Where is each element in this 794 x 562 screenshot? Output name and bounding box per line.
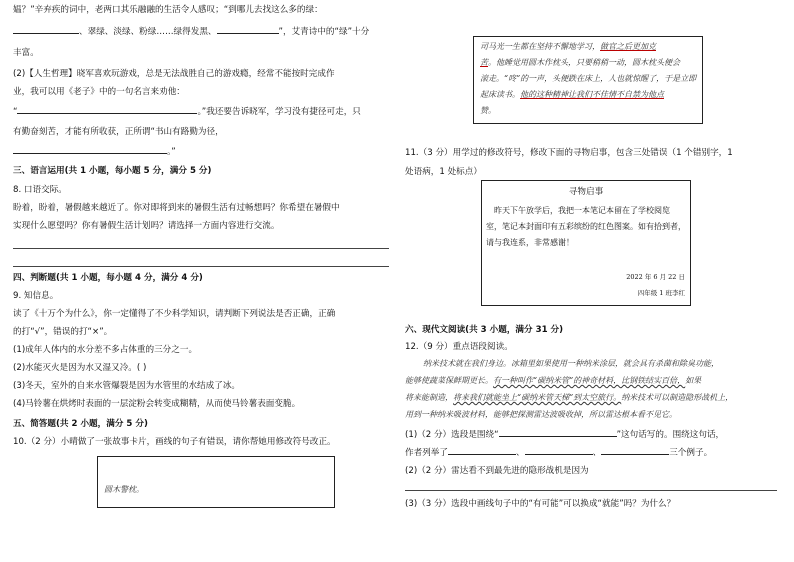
text-line: 处语病，1 处标点）	[405, 167, 482, 177]
notice-title: 寻物启事	[568, 187, 604, 197]
text-line: 。”	[13, 146, 176, 158]
passage-line: 用到一种纳米吸波材料，能够把探测雷达波吸收掉，所以雷达根本看不见它。	[405, 410, 677, 419]
text-line: 起床读书。他的这种精神让我们不佳情不自禁为他点	[480, 90, 664, 99]
passage-line: 纳米技术就在我们身边。冰箱里如果使用一种纳米涂层，就会具有杀菌和除臭功能，	[423, 359, 719, 368]
story-card	[97, 456, 335, 508]
answer-blank[interactable]	[217, 33, 279, 34]
text-line: 丰富。	[13, 48, 39, 58]
story-card-excerpt	[473, 36, 703, 124]
question-title: 12.（9 分）重点语段阅读。	[405, 342, 513, 352]
answer-line[interactable]	[405, 490, 777, 491]
section-heading: 三、语言运用(共 1 小题，每小题 5 分，满分 5 分)	[13, 166, 212, 176]
answer-blank[interactable]	[17, 113, 197, 114]
text-line: 实现什么愿望吗？你有暑假生活计划吗？请选择一方面内容进行交流。	[13, 221, 280, 231]
answer-blank[interactable]	[13, 153, 167, 154]
text-line: “ 。”我还要告诉晓军，学习没有捷径可走，只	[13, 107, 361, 117]
sub-question: 作者列举了 、 、 三个例子。	[405, 448, 713, 458]
text-line: 赞。	[480, 106, 496, 115]
lost-item-notice	[481, 180, 691, 306]
notice-line: 昨天下午放学后，我把一本笔记本留在了学校阅览	[494, 206, 670, 215]
text-line: 有勤奋刻苦，才能有所收获，正所谓“书山有路勤为径，	[13, 127, 224, 137]
passage-line: 能够使蔬菜保鲜期更长。有一种叫作“碳纳米管”的神奇材料，比钢铁结实百倍，如果	[405, 376, 702, 385]
text-line: 的打“√”，错误的打“×”。	[13, 327, 113, 337]
text-line: 、翠绿、淡绿、粉绿……绿得发黑、 ”，艾青诗中的“绿”十分	[13, 26, 369, 38]
notice-date: 2022 年 6 月 22 日	[626, 273, 685, 281]
text-line: (2)水能灭火是因为水又湿又冷。( )	[13, 363, 147, 373]
card-text: 圆木警枕。	[104, 485, 144, 494]
text-line: (3)冬天，室外的自来水管爆裂是因为水管里的水结成了冰。	[13, 381, 241, 391]
question-title: 10.（2 分）小晴做了一张故事卡片，画线的句子有错误，请你帮她用修改符号改正。	[13, 437, 336, 447]
answer-blank[interactable]	[525, 454, 593, 455]
answer-line[interactable]	[13, 248, 389, 249]
question-title: 9. 知信息。	[13, 291, 59, 301]
answer-blank[interactable]	[13, 33, 79, 34]
section-heading: 五、简答题(共 2 小题，满分 5 分)	[13, 419, 148, 429]
text-line: 业，我可以用《老子》中的一句名言来劝他：	[13, 87, 185, 97]
section-heading: 六、现代文阅读(共 3 小题，满分 31 分)	[405, 325, 564, 335]
section-heading: 四、判断题(共 1 小题，每小题 4 分，满分 4 分)	[13, 273, 203, 283]
text-line: 媪？”辛弃疾的词中，老两口其乐融融的生活令人感叹；“到哪儿去找这么多的绿：	[13, 5, 323, 15]
text-line: 司马光一生都在坚持不懈地学习，做官之后更加克	[480, 42, 656, 51]
answer-line[interactable]	[13, 266, 389, 267]
sub-question: (1)（2 分）选段是围绕“ ”这句话写的。围绕这句话，	[405, 430, 725, 440]
text-line: 盼着，盼着，暑假越来越近了。你对即将到来的暑假生活有过畅想吗？你希望在暑假中	[13, 203, 340, 213]
answer-blank[interactable]	[601, 454, 669, 455]
text-line: (2)【人生哲理】晓军喜欢玩游戏，总是无法战胜自己的游戏瘾，经常不能按时完成作	[13, 69, 335, 79]
text-line: 苦。他睡觉用圆木作枕头，只要稍稍一动，圆木枕头便会	[480, 58, 680, 67]
text-line: (1)成年人体内的水分差不多占体重的三分之一。	[13, 345, 198, 355]
answer-blank[interactable]	[499, 436, 617, 437]
answer-blank[interactable]	[448, 454, 516, 455]
passage-line: 将来能制造，将来我们就能坐上“碳纳米管天梯”到太空旅行。纳米技术可以制造隐形战机上，	[405, 393, 734, 402]
sub-question: (3)（3 分）选段中画线句子中的“有可能”可以换成“就能”吗？为什么？	[405, 499, 676, 509]
text-line: 读了《十万个为什么》，你一定懂得了不少科学知识，请判断下列说法是否正确，正确	[13, 309, 336, 319]
notice-line: 请与我连系，非常感谢！	[486, 238, 574, 247]
text-line: 滚走。“咚”的一声，头便跌在床上，人也就惊醒了，于是立即	[480, 74, 697, 83]
notice-signature: 四年级 1 班李红	[637, 289, 685, 297]
question-title: 11.（3 分）用学过的修改符号，修改下面的寻物启事，包含三处错误（1 个错别字，1	[405, 148, 733, 158]
text-line: (4)马铃薯在烘烤时表面的一层淀粉会转变成糊精，从而使马铃薯表面变脆。	[13, 399, 301, 409]
notice-line: 室，笔记本封面印有五彩缤纷的红色图案。如有拾到者，	[486, 222, 686, 231]
question-title: 8. 口语交际。	[13, 185, 67, 195]
sub-question: (2)（2 分）雷达看不到最先进的隐形战机是因为	[405, 466, 589, 476]
